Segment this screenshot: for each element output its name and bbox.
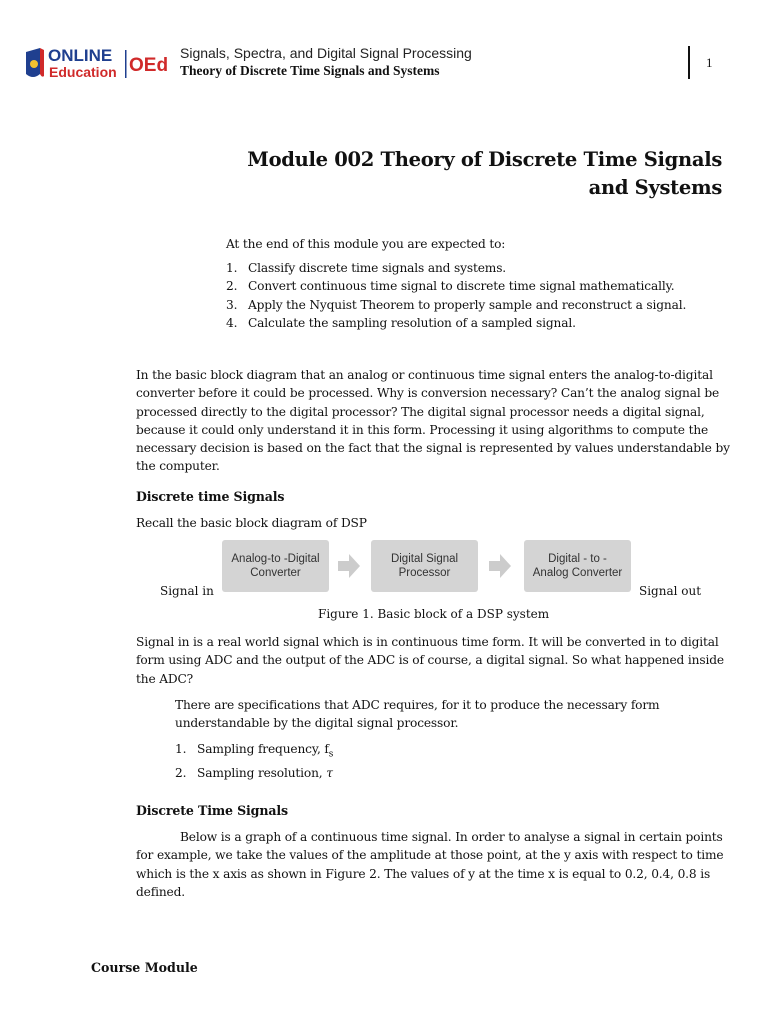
- graph-paragraph: [136, 828, 736, 901]
- list-number: 2.: [175, 765, 187, 780]
- subscript: s: [328, 749, 334, 760]
- list-item: [175, 764, 333, 782]
- dac-block: [524, 540, 631, 592]
- dsp-block: [371, 540, 478, 592]
- page-title-line1: Module 002 Theory of Discrete Time Signals: [247, 148, 722, 171]
- list-item: [175, 740, 333, 764]
- list-number: 1.: [175, 742, 187, 756]
- logo-shield-right: [40, 48, 44, 77]
- module-topic: Theory of Discrete Time Signals and Systems: [180, 63, 440, 78]
- arrow-right-icon: [338, 554, 360, 578]
- intro-paragraph: In the basic block diagram that an analog or continuous time signal enters the analog-to-digital converter before it could be processed. Why is conversion necessary? Can’t the analog signal be processed directly to the digital processor? The digital signal processor needs a digital signal, because it could only understand it in this form. Processing it using algorithms to compute the necessary decision is based on the fact that the signal is represented by values understandable by the computer.: [136, 368, 730, 474]
- specs-list: [175, 740, 333, 782]
- list-text: Apply the Nyquist Theorem to properly sample and reconstruct a signal.: [248, 297, 687, 312]
- list-item: [226, 314, 686, 332]
- adc-block: [222, 540, 329, 592]
- block-label-line2: Analog Converter: [532, 567, 623, 579]
- list-item: [226, 277, 686, 295]
- adc-paragraph: Signal in is a real world signal which is in continuous time form. It will be converted in to digital form using ADC and the output of the ADC is of course, a digital signal. So what happened inside the ADC?: [136, 635, 724, 686]
- block-label-line1: Digital - to -: [548, 553, 607, 565]
- list-text: Calculate the sampling resolution of a sampled signal.: [248, 315, 576, 330]
- adc-specs-paragraph: There are specifications that ADC requires, for it to produce the necessary form understandable by the digital signal processor.: [175, 698, 660, 731]
- arrow-right-icon: [489, 554, 511, 578]
- list-text: Sampling frequency, f: [197, 742, 329, 756]
- list-text: Convert continuous time signal to discrete time signal mathematically.: [248, 279, 675, 294]
- list-text: Classify discrete time signals and systems.: [248, 261, 507, 275]
- page-title-line2: and Systems: [588, 176, 722, 199]
- footer-course-module: Course Module: [91, 960, 198, 975]
- list-text: Sampling resolution,: [197, 765, 327, 780]
- section-heading-discrete-time-signals: Discrete time Signals: [136, 489, 285, 504]
- objectives-intro: At the end of this module you are expected to:: [226, 237, 506, 251]
- block-label-line1: Digital Signal: [390, 553, 459, 565]
- page-title: [202, 146, 722, 202]
- list-item: [226, 259, 686, 277]
- block-label-line1: Analog-to -Digital: [231, 553, 320, 565]
- signal-out-label: Signal out: [639, 584, 702, 598]
- block-label-line2: Converter: [250, 567, 301, 579]
- list-number: 2.: [226, 279, 238, 294]
- page-number: 1: [706, 55, 713, 70]
- figure-caption: Figure 1. Basic block of a DSP system: [318, 607, 550, 621]
- logo-brand-abbr: OEd: [129, 55, 169, 76]
- graph-paragraph-text: Below is a graph of a continuous time signal. In order to analyse a signal in certain points for example, we take the values of the amplitude at those point, at the y axis with respect to time which is the x axis as shown in Figure 2. The values of y at the time x is equal to 0.2, 0.4, 0.8 is defined.: [136, 830, 724, 899]
- logo-brand-top: ONLINE: [48, 46, 113, 65]
- logo-brand-bottom: Education: [49, 64, 117, 80]
- list-number: 1.: [226, 261, 238, 275]
- list-number: 4.: [226, 315, 238, 330]
- signal-in-label: Signal in: [160, 584, 214, 598]
- tau-symbol: τ: [326, 765, 333, 780]
- objectives-list: [226, 259, 686, 332]
- logo-divider: [125, 50, 127, 78]
- recall-text: Recall the basic block diagram of DSP: [136, 516, 367, 530]
- list-number: 3.: [226, 297, 238, 312]
- online-education-logo: [24, 44, 174, 84]
- course-title: Signals, Spectra, and Digital Signal Processing: [180, 45, 472, 61]
- list-item: [226, 296, 686, 314]
- logo-graphic: [24, 44, 174, 84]
- section-heading-discrete-time-signals-2: Discrete Time Signals: [136, 803, 288, 818]
- logo-shield-emblem: [30, 60, 38, 68]
- header-separator: [688, 46, 690, 79]
- block-label-line2: Processor: [398, 567, 451, 579]
